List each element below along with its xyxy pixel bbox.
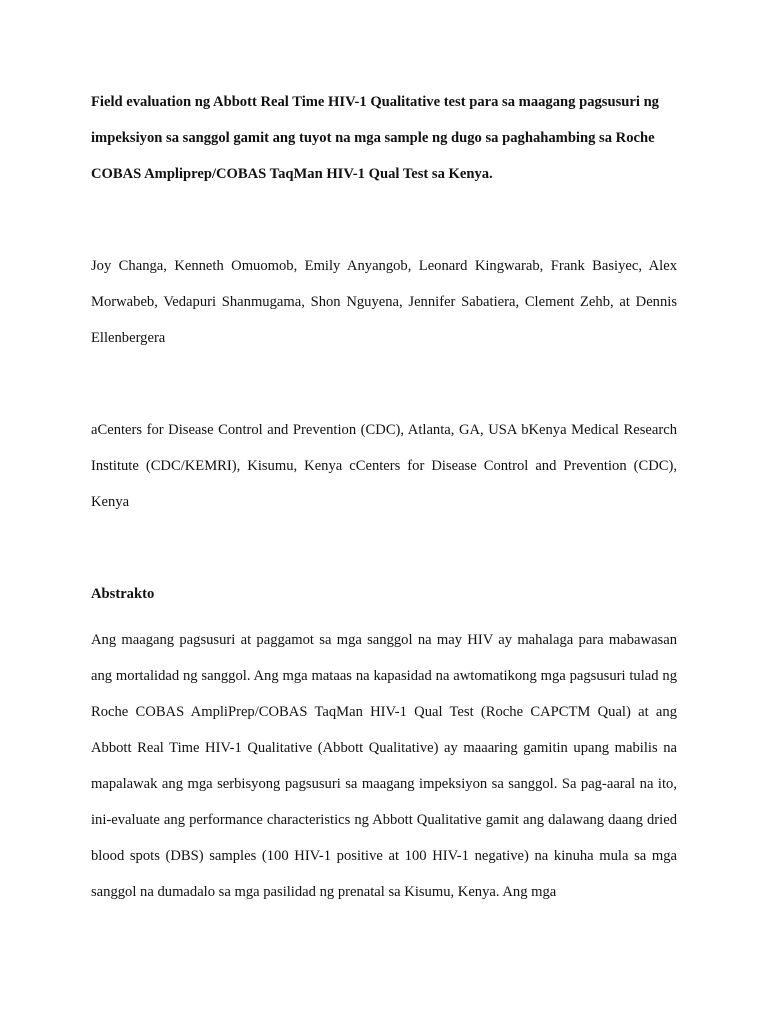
document-title: Field evaluation ng Abbott Real Time HIV-1 Qualitative test para sa maagang pagsusuri ng impeksiyon sa sanggol gamit ang tuyot na mga sample ng dugo sa paghahambing sa Roche COBAS Ampliprep/COBAS TaqMan HIV-1 Qual Test sa Kenya.: [91, 94, 659, 182]
document-body: [91, 84, 677, 910]
author-list: Joy Changa, Kenneth Omuomob, Emily Anyangob, Leonard Kingwarab, Frank Basiyec, Alex Morwabeb, Vedapuri Shanmugama, Shon Nguyena, Jennifer Sabatiera, Clement Zehb, at Dennis Ellenbergera: [91, 258, 677, 346]
abstract-heading: Abstrakto: [91, 586, 155, 602]
abstract-text: Ang maagang pagsusuri at paggamot sa mga sanggol na may HIV ay mahalaga para mabawasan ang mortalidad ng sanggol. Ang mga mataas na kapasidad na awtomatikong mga pagsusuri tulad ng Roche COBAS AmpliPrep/COBAS TaqMan HIV-1 Qual Test (Roche CAPCTM Qual) at ang Abbott Real Time HIV-1 Qualitative (Abbott Qualitative) ay maaaring gamitin upang mabilis na mapalawak ang mga serbisyong pagsusuri sa maagang impeksiyon sa sanggol. Sa pag-aaral na ito, ini-evaluate ang performance characteristics ng Abbott Qualitative gamit ang dalawang daang dried blood spots (DBS) samples (100 HIV-1 positive at 100 HIV-1 negative) na kinuha mula sa mga sanggol na dumadalo sa mga pasilidad ng prenatal sa Kisumu, Kenya. Ang mga: [91, 632, 677, 900]
affiliations: aCenters for Disease Control and Prevention (CDC), Atlanta, GA, USA bKenya Medical Research Institute (CDC/KEMRI), Kisumu, Kenya cCenters for Disease Control and Prevention (CDC), Kenya: [91, 422, 677, 510]
